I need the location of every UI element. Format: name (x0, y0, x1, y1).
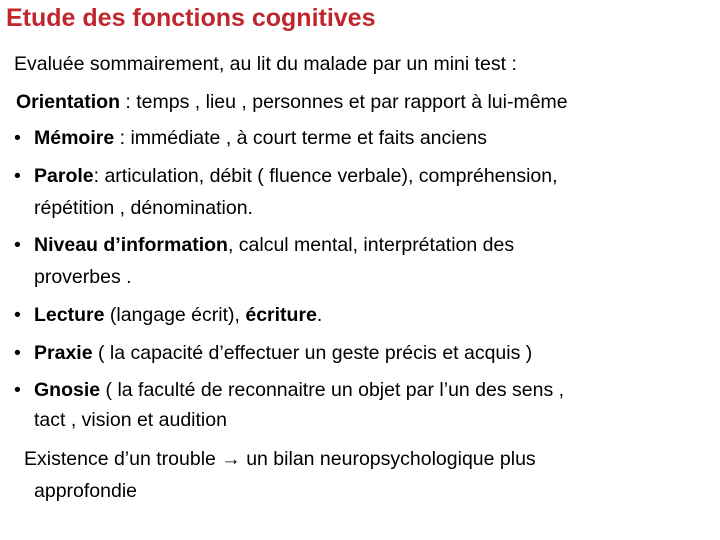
item-term: Niveau d’information (34, 234, 228, 256)
list-item-niveau (34, 233, 514, 257)
item-text: : articulation, débit ( fluence verbale), compréhension, (93, 165, 558, 187)
item-term: Lecture (34, 304, 105, 326)
list-item-parole (34, 164, 558, 188)
item-text: , calcul mental, interprétation des (227, 234, 515, 256)
item-term: Parole (34, 165, 94, 187)
item-term: Mémoire (34, 127, 115, 149)
bullet-icon: • (14, 234, 21, 256)
bullet-icon: • (14, 342, 21, 364)
item-text-2: . (316, 304, 323, 326)
list-item-parole-cont: répétition , dénomination. (34, 197, 253, 219)
intro-text: Evaluée sommairement, au lit du malade par un mini test : (14, 53, 517, 75)
item-term: Praxie (34, 342, 93, 364)
orientation-rest: : temps , lieu , personnes et par rapport à lui-même (120, 91, 568, 113)
conclusion-line-1: Existence d’un trouble → un bilan neuropsychologique plus (24, 448, 536, 470)
list-item-niveau-cont: proverbes . (34, 266, 132, 288)
item-text: ( la faculté de reconnaitre un objet par l’un des sens , (100, 379, 565, 401)
bullet-icon: • (14, 304, 21, 326)
orientation-line (16, 90, 568, 114)
bullet-icon: • (14, 127, 21, 149)
item-text: ( la capacité d’effectuer un geste précis et acquis ) (92, 342, 533, 364)
list-item-gnosie-cont: tact , vision et audition (34, 409, 227, 431)
item-term: Gnosie (34, 379, 101, 401)
list-item-memoire (34, 126, 487, 150)
page-title: Etude des fonctions cognitives (6, 4, 376, 32)
item-text: (langage écrit), (104, 304, 246, 326)
bullet-icon: • (14, 379, 21, 401)
item-term-2: écriture (245, 304, 317, 326)
conclusion-line-2: approfondie (34, 480, 138, 502)
item-text: : immédiate , à court terme et faits anciens (114, 127, 488, 149)
bullet-icon: • (14, 165, 21, 187)
orientation-term: Orientation (16, 91, 121, 113)
list-item-gnosie (34, 378, 564, 402)
list-item-lecture (34, 303, 322, 327)
list-item-praxie (34, 341, 532, 365)
